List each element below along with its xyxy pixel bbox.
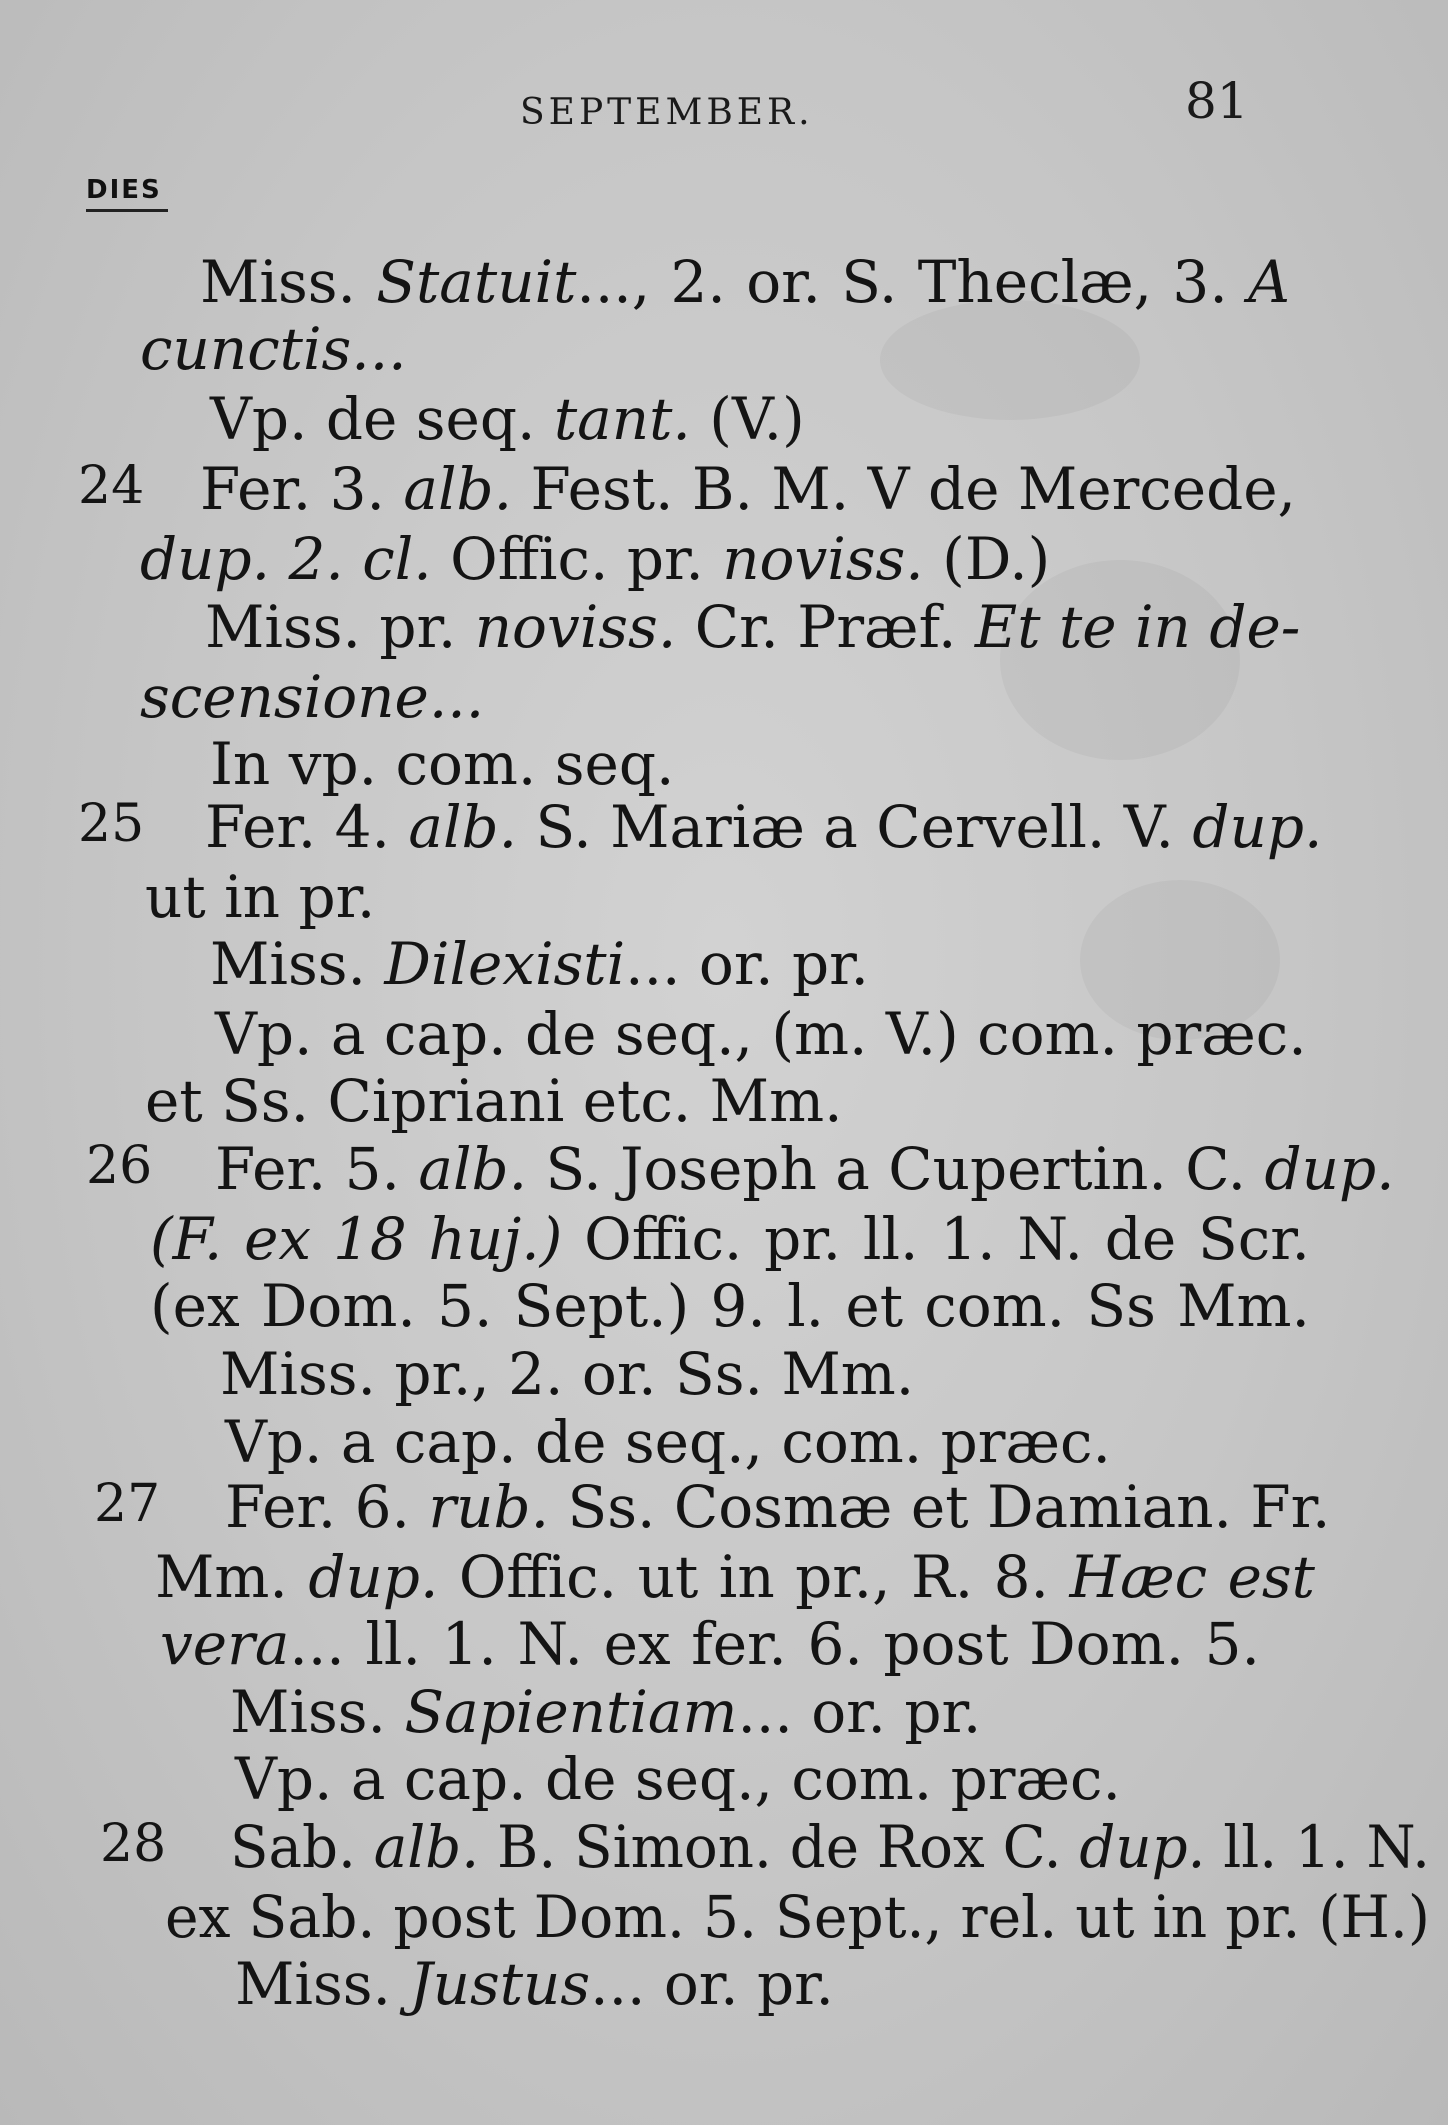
text-segment: Miss. pr. <box>205 593 475 661</box>
text-segment: In vp. com. seq. <box>210 730 675 798</box>
text-segment: Vp. a cap. de seq., (m. V.) com. præc. <box>215 1000 1307 1068</box>
day-number: 25 <box>78 794 145 854</box>
text-segment: Fer. 4. <box>205 793 409 861</box>
text-segment: (D.) <box>923 525 1051 593</box>
text-line <box>210 385 805 453</box>
text-segment: ll. 1. N. <box>1205 1813 1430 1881</box>
text-segment: ... or. pr. <box>737 1678 982 1746</box>
text-segment: noviss. <box>722 525 924 593</box>
text-segment: alb. <box>408 793 518 861</box>
day-number: 28 <box>100 1814 167 1874</box>
text-segment: Offic. pr. <box>431 525 723 593</box>
text-segment: noviss. <box>474 593 677 661</box>
text-segment: Sab. <box>230 1813 374 1881</box>
text-segment: Sapientiam <box>404 1678 738 1746</box>
text-line <box>140 663 485 731</box>
text-segment: Vp. a cap. de seq., com. præc. <box>235 1745 1121 1813</box>
text-segment: dup. <box>1264 1135 1395 1203</box>
text-segment: vera <box>160 1610 290 1678</box>
text-segment: Miss. <box>210 930 385 998</box>
text-segment: dup. <box>308 1543 439 1611</box>
day-number: 24 <box>78 456 145 516</box>
text-segment: Miss. pr., 2. or. Ss. Mm. <box>220 1340 915 1408</box>
text-segment: Fest. B. M. V de Mercede, <box>512 455 1296 523</box>
text-line <box>215 1000 1307 1068</box>
text-segment: Ss. Cosmæ et Damian. Fr. <box>549 1473 1331 1541</box>
text-line <box>145 1067 843 1135</box>
day-number: 27 <box>94 1474 161 1534</box>
text-line <box>230 1678 982 1746</box>
text-segment: alb. <box>418 1135 528 1203</box>
text-line <box>205 793 1323 861</box>
text-segment: Et te in de- <box>974 593 1301 661</box>
text-segment: dup. <box>1192 793 1323 861</box>
text-segment: B. Simon. de Rox C. <box>479 1813 1080 1881</box>
text-segment: Miss. <box>200 248 377 316</box>
text-segment: (ex Dom. 5. Sept.) 9. l. et com. Ss Mm. <box>150 1272 1310 1340</box>
text-segment: (V.) <box>690 385 805 453</box>
text-segment: Miss. <box>235 1950 410 2018</box>
day-number: 26 <box>86 1136 153 1196</box>
page-number: 81 <box>1185 72 1249 130</box>
text-line <box>220 1340 915 1408</box>
text-segment: alb. <box>403 455 513 523</box>
text-segment: A <box>1248 248 1291 316</box>
text-segment: Fer. 3. <box>200 455 404 523</box>
text-line <box>225 1473 1331 1541</box>
text-segment: ex Sab. post Dom. 5. Sept., rel. ut in pr. (H.) <box>165 1883 1430 1951</box>
text-line <box>150 1205 1310 1273</box>
text-segment: Vp. a cap. de seq., com. præc. <box>225 1408 1111 1476</box>
text-line <box>200 248 1291 316</box>
text-segment: Miss. <box>230 1678 405 1746</box>
text-segment: ... or. pr. <box>625 930 869 998</box>
text-segment: Hæc est <box>1069 1543 1315 1611</box>
text-line <box>235 1745 1121 1813</box>
text-segment: Dilexisti <box>384 930 626 998</box>
text-segment: scensione... <box>140 663 485 731</box>
text-line <box>140 315 407 383</box>
text-line <box>140 525 1051 593</box>
text-segment: Cr. Præf. <box>676 593 975 661</box>
text-segment: dup. <box>1079 1813 1206 1881</box>
text-segment: Mm. <box>155 1543 309 1611</box>
text-segment: ... ll. 1. N. ex fer. 6. post Dom. 5. <box>289 1610 1260 1678</box>
text-segment: rub. <box>428 1473 550 1541</box>
text-segment: Fer. 5. <box>215 1135 419 1203</box>
text-segment: S. Mariæ a Cervell. V. <box>517 793 1193 861</box>
text-segment: Justus <box>409 1950 591 2018</box>
text-line <box>155 1543 1315 1611</box>
text-line <box>215 1135 1395 1203</box>
text-segment: ut in pr. <box>145 863 376 931</box>
text-line <box>150 1272 1310 1340</box>
text-segment: dup. 2. cl. <box>140 525 432 593</box>
text-segment: cunctis... <box>140 315 407 383</box>
running-header: SEPTEMBER. <box>520 92 814 133</box>
text-segment: Vp. de seq. <box>210 385 554 453</box>
text-segment: alb. <box>373 1813 480 1881</box>
text-segment: ... or. pr. <box>590 1950 834 2018</box>
text-segment: et Ss. Cipriani etc. Mm. <box>145 1067 843 1135</box>
dies-label: DIES <box>86 175 168 212</box>
text-line <box>210 930 869 998</box>
text-segment: (F. ex 18 huj.) <box>150 1205 563 1273</box>
paper-stain <box>880 300 1140 420</box>
text-segment: ..., 2. or. S. Theclæ, 3. <box>576 248 1249 316</box>
text-line <box>235 1950 834 2018</box>
text-line <box>165 1883 1430 1951</box>
text-line <box>205 593 1301 661</box>
text-segment: Fer. 6. <box>225 1473 429 1541</box>
text-segment: Offic. ut in pr., R. 8. <box>438 1543 1070 1611</box>
text-line <box>200 455 1296 523</box>
text-segment: tant. <box>553 385 691 453</box>
text-segment: S. Joseph a Cupertin. C. <box>527 1135 1265 1203</box>
text-line <box>160 1610 1260 1678</box>
text-line <box>210 730 675 798</box>
text-segment: Statuit <box>376 248 577 316</box>
text-segment: Offic. pr. ll. 1. N. de Scr. <box>562 1205 1310 1273</box>
text-line <box>145 863 376 931</box>
text-line <box>230 1813 1430 1881</box>
text-line <box>225 1408 1111 1476</box>
